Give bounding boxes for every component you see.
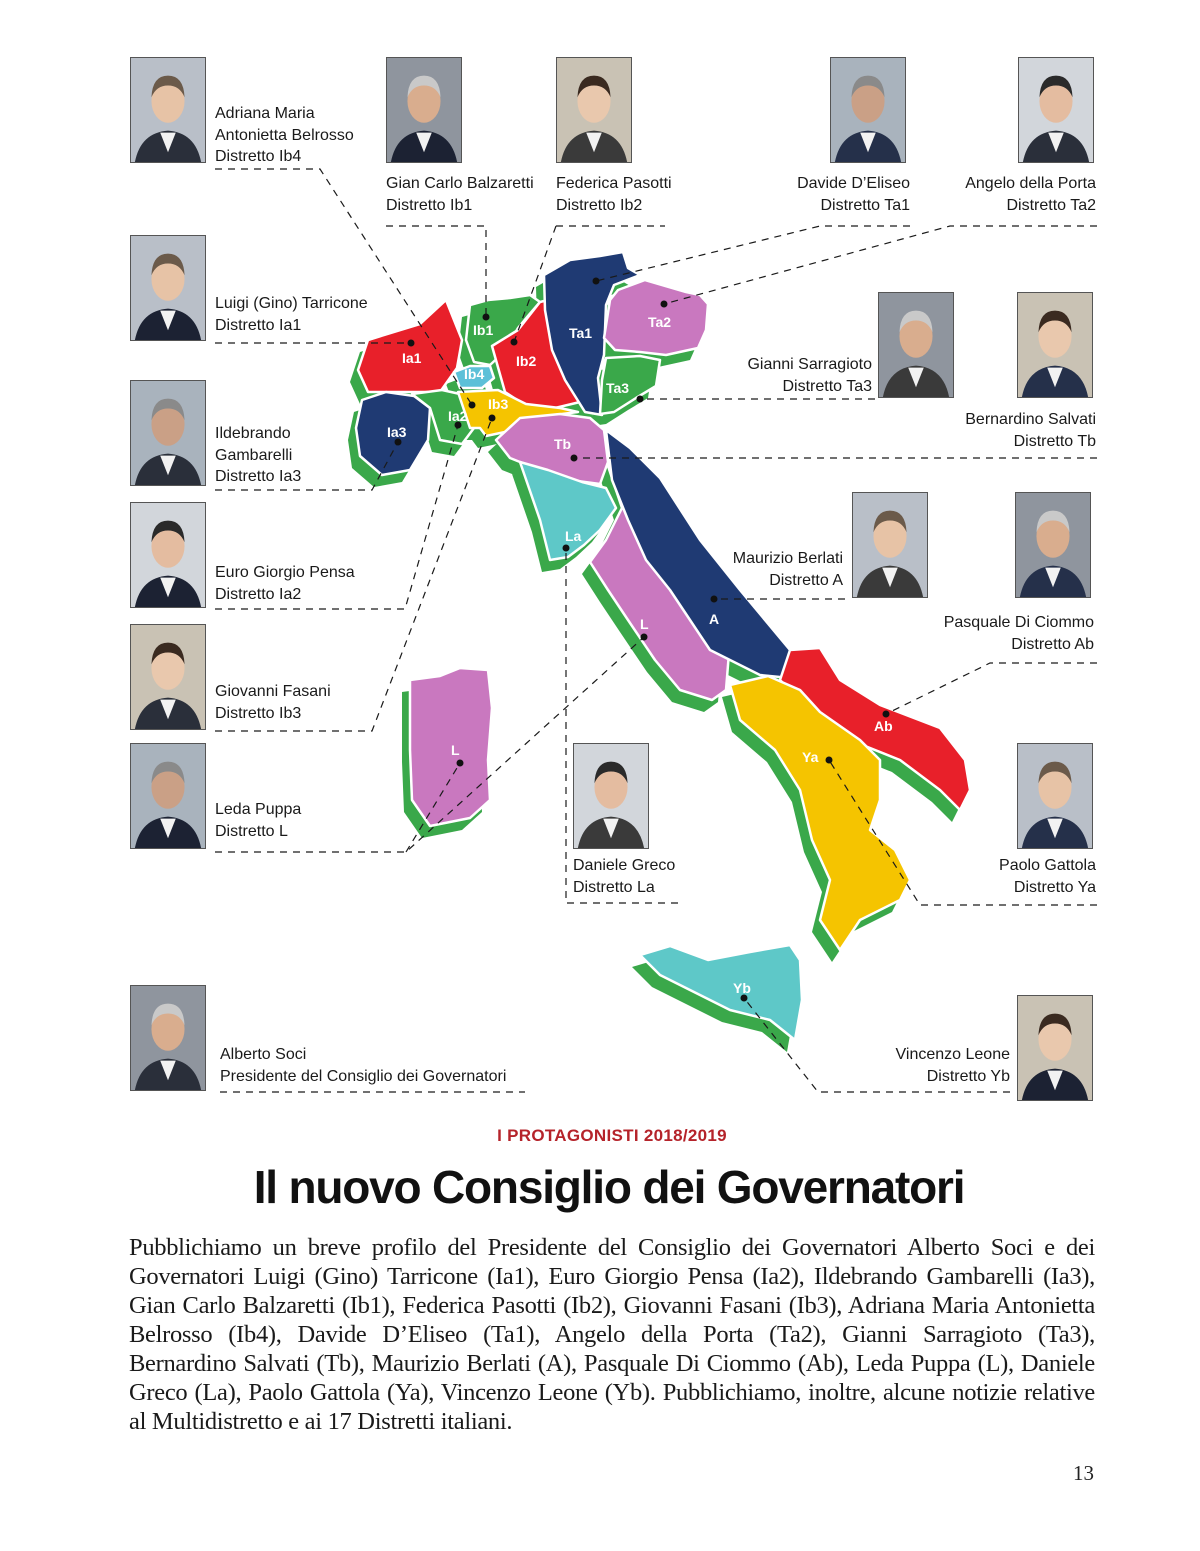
caption-sarragioto [747, 354, 872, 397]
person-district: Distretto Yb [926, 1067, 1010, 1085]
person-name: Leda Puppa [215, 801, 302, 818]
portrait-greco [573, 743, 649, 849]
caption-gambarelli [215, 423, 301, 488]
portrait-pensa [130, 502, 206, 608]
portrait-image [131, 744, 205, 848]
leader-della-porta-dot [661, 301, 668, 308]
region-label-ab: Ab [874, 718, 893, 734]
portrait-puppa [130, 743, 206, 849]
portrait-image [1018, 744, 1092, 848]
person-district: Distretto Ia3 [215, 468, 302, 485]
portrait-image [853, 493, 927, 597]
section-kicker: I PROTAGONISTI 2018/2019 [497, 1126, 727, 1145]
leader-pasotti-dot [511, 339, 518, 346]
caption-balzaretti [386, 173, 534, 216]
region-label-a: A [709, 611, 720, 627]
person-name: Ildebrando [215, 425, 291, 442]
caption-pasotti [556, 173, 672, 216]
person-district: Distretto Ta3 [782, 377, 872, 395]
portrait-deliseo [830, 57, 906, 163]
region-label-la: La [565, 528, 582, 544]
person-district: Distretto La [573, 878, 655, 896]
caption-berlati [733, 548, 843, 591]
leader-balzaretti [386, 226, 486, 317]
portrait-pasotti [556, 57, 632, 163]
region-label-ib3: Ib3 [488, 396, 509, 412]
person-district: Distretto Ib2 [556, 196, 643, 214]
portrait-image [131, 625, 205, 729]
portrait-image [1019, 58, 1093, 162]
region-label-tb: Tb [554, 436, 572, 452]
portrait-tarricone [130, 235, 206, 341]
portrait-soci [130, 985, 206, 1091]
region-label-sardinia-l: L [451, 742, 460, 758]
leader-deliseo-dot [593, 278, 600, 285]
person-district: Distretto A [769, 571, 843, 589]
portrait-image [879, 293, 953, 397]
leader-tarricone-dot [408, 340, 415, 347]
portrait-leone [1017, 995, 1093, 1101]
caption-salvati [965, 409, 1096, 452]
region-label-ta1: Ta1 [569, 325, 593, 341]
person-district: Distretto Tb [1013, 432, 1096, 450]
portrait-image [387, 58, 461, 162]
person-name: Luigi (Gino) Tarricone [215, 295, 368, 312]
region-label-ib4: Ib4 [464, 366, 485, 382]
region-label-ib1: Ib1 [473, 322, 494, 338]
region-label-yb: Yb [733, 980, 751, 996]
person-name: Pasquale Di Ciommo [943, 614, 1094, 631]
leader-deliseo [596, 226, 910, 281]
leader-salvati-dot [571, 455, 578, 462]
person-name: Gian Carlo Balzaretti [386, 175, 534, 192]
caption-tarricone [215, 293, 368, 336]
portrait-della-porta [1018, 57, 1094, 163]
person-name: Adriana Maria [215, 105, 315, 122]
person-district: Distretto Ib4 [215, 148, 302, 165]
portrait-salvati [1017, 292, 1093, 398]
caption-pensa [215, 562, 355, 605]
headline: Il nuovo Consiglio dei Governatori [253, 1161, 965, 1213]
portrait-fasani [130, 624, 206, 730]
leader-belrosso-dot [469, 402, 476, 409]
person-name: Gianni Sarragioto [747, 356, 872, 373]
portrait-image [831, 58, 905, 162]
leader-puppa-dot [641, 634, 648, 641]
portrait-image [131, 236, 205, 340]
person-district: Distretto Ia1 [215, 316, 302, 334]
leader-sardinia-dot [457, 760, 464, 767]
person-name: Alberto Soci [220, 1046, 307, 1063]
page-number: 13 [1073, 1461, 1094, 1485]
person-district: Distretto Ab [1011, 635, 1094, 653]
person-district: Distretto Ib1 [386, 196, 473, 214]
portrait-gambarelli [130, 380, 206, 486]
caption-di-ciommo [944, 612, 1094, 655]
caption-gattola [999, 855, 1096, 898]
leader-balzaretti-dot [483, 314, 490, 321]
portrait-balzaretti [386, 57, 462, 163]
person-name: Bernardino Salvati [965, 411, 1096, 428]
leader-di-ciommo-dot [883, 711, 890, 718]
portrait-belrosso [130, 57, 206, 163]
portrait-di-ciommo [1015, 492, 1091, 598]
caption-deliseo [797, 173, 910, 216]
region-label-ia1: Ia1 [402, 350, 422, 366]
person-name: Daniele Greco [573, 857, 676, 874]
person-role: Presidente del Consiglio dei Governatori [220, 1067, 507, 1085]
caption-puppa [215, 799, 301, 842]
person-name: Euro Giorgio Pensa [215, 564, 355, 581]
portrait-image [1018, 293, 1092, 397]
portrait-image [574, 744, 648, 848]
portrait-image [1016, 493, 1090, 597]
region-label-ya: Ya [802, 749, 819, 765]
leader-di-ciommo [886, 663, 1097, 714]
leader-fasani-dot [489, 415, 496, 422]
person-name: Giovanni Fasani [215, 683, 331, 700]
region-label-ia3: Ia3 [387, 424, 407, 440]
caption-belrosso [215, 103, 354, 168]
person-name-cont: Gambarelli [215, 446, 293, 464]
region-label-ta3: Ta3 [606, 380, 630, 396]
portrait-image [131, 503, 205, 607]
caption-greco [573, 855, 675, 898]
region-label-l: L [640, 616, 649, 632]
portrait-image [131, 381, 205, 485]
person-district: Distretto Ia2 [215, 585, 302, 603]
person-district: Distretto Ib3 [215, 704, 302, 722]
leader-gattola-dot [826, 757, 833, 764]
portrait-image [557, 58, 631, 162]
caption-della-porta [965, 173, 1096, 216]
region-label-ia2: Ia2 [448, 408, 468, 424]
person-name: Vincenzo Leone [895, 1046, 1010, 1063]
person-district: Distretto L [215, 822, 288, 840]
caption-leone [896, 1044, 1010, 1087]
region-label-ta2: Ta2 [648, 314, 672, 330]
caption-fasani [215, 681, 331, 724]
person-name: Maurizio Berlati [732, 550, 843, 567]
person-name-cont: Antonietta Belrosso [215, 126, 354, 144]
person-name: Angelo della Porta [965, 175, 1096, 192]
portrait-image [131, 58, 205, 162]
portrait-image [131, 986, 205, 1090]
person-name: Davide D’Eliseo [797, 175, 910, 192]
person-district: Distretto Ta2 [1006, 196, 1096, 214]
region-label-ib2: Ib2 [516, 353, 537, 369]
caption-soci [220, 1044, 506, 1087]
person-name: Paolo Gattola [999, 857, 1096, 874]
intro-paragraph: Pubblichiamo un breve profilo del Presidente del Consiglio dei Governatori Alberto Soci e dei Governatori Luigi (Gino) Tarricone (Ia1), Euro Giorgio Pensa (Ia2), Ildebrando Gambarelli (Ia3), Gian Carlo Balzaretti (Ib1), Federica Pasotti (Ib2), Giovanni Fasani (Ib3), Adriana Maria Antonietta Belrosso (Ib4), Davide D’Eliseo (Ta1), Angelo della Porta (Ta2), Gianni Sarragioto (Ta3), Bernardino Salvati (Tb), Maurizio Berlati (A), Pasquale Di Ciommo (Ab), Leda Puppa (L), Daniele Greco (La), Paolo Gattola (Ya), Vincenzo Leone (Yb). Pubblichiamo, inoltre, alcune notizie relative al Multidistretto e ai 17 Distretti italiani. [129, 1234, 1095, 1435]
portrait-image [1018, 996, 1092, 1100]
leader-berlati-dot [711, 596, 718, 603]
leader-sarragioto-dot [637, 396, 644, 403]
leader-greco-dot [563, 545, 570, 552]
person-name: Federica Pasotti [556, 175, 672, 192]
portrait-berlati [852, 492, 928, 598]
portrait-gattola [1017, 743, 1093, 849]
person-district: Distretto Ya [1013, 878, 1096, 896]
portrait-sarragioto [878, 292, 954, 398]
person-district: Distretto Ta1 [820, 196, 910, 214]
